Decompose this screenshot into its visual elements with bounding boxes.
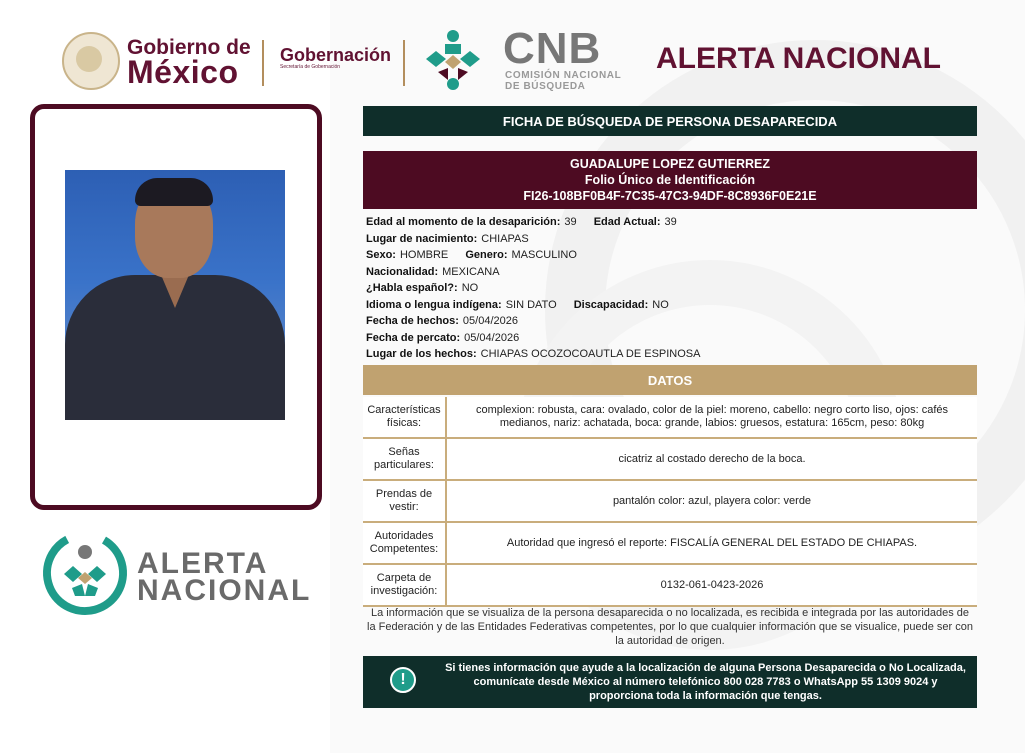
header <box>0 0 1025 100</box>
info-label: Nacionalidad: <box>366 265 439 278</box>
info-label: ¿Habla español?: <box>366 282 458 294</box>
cnb-subtitle-2: DE BÚSQUEDA <box>505 81 586 92</box>
info-value: CHIAPAS <box>481 232 529 245</box>
person-photo <box>65 170 285 420</box>
datos-label: Carpeta de investigación: <box>363 565 447 605</box>
cnb-logo-icon <box>418 24 488 94</box>
gobierno-line1: Gobierno de <box>127 36 251 59</box>
datos-value: Autoridad que ingresó el reporte: FISCALÍA GENERAL DEL ESTADO DE CHIAPAS. <box>506 536 918 549</box>
info-row <box>366 231 976 248</box>
datos-value: complexion: robusta, cara: ovalado, color de la piel: moreno, cabello: negro corto liso, ojos: cafés medianos, nariz: achatada, boca: grande, labios: gruesos, estatura: 165cm, peso: 80kg <box>475 404 949 429</box>
info-value: 05/04/2026 <box>464 331 520 344</box>
datos-row-senas <box>363 439 977 481</box>
national-seal-icon <box>62 32 120 90</box>
contact-text: Si tienes información que ayude a la localización de alguna Persona Desaparecida o No Localizada, comunícate desde México al número telefónico 800 028 7783 o WhatsApp 55 1309 9024 y proporciona toda la información que tengas. <box>445 662 966 702</box>
datos-label: Características físicas: <box>363 397 447 437</box>
datos-header: DATOS <box>363 365 977 395</box>
gobernacion-logo-text: Gobernación <box>280 45 392 65</box>
info-value: MASCULINO <box>511 249 577 261</box>
disclaimer-text: La información que se visualiza de la persona desaparecida o no localizada, es recibida e integrada por las autoridades de la Federación y de las Entidades Federativas competentes, por lo que cualquier información que se visualice, puede ser con la autoridad de origen. <box>367 607 973 647</box>
photo-hair-shape <box>135 178 213 206</box>
datos-row-caracteristicas <box>363 397 977 439</box>
alerta-nacional-text-2: NACIONAL <box>137 574 312 607</box>
info-value: 39 <box>664 216 677 228</box>
header-divider <box>403 40 405 86</box>
alerta-nacional-text-1: ALERTA <box>137 547 269 580</box>
alerta-nacional-logo-icon <box>42 530 128 616</box>
info-label: Fecha de percato: <box>366 331 461 344</box>
info-label: Fecha de hechos: <box>366 315 459 327</box>
gobernacion-sub-text: Secretaría de Gobernación <box>280 64 341 70</box>
info-value: MEXICANA <box>442 265 500 278</box>
info-label: Idioma o lengua indígena: <box>366 298 502 311</box>
alert-title: ALERTA NACIONAL <box>656 42 941 75</box>
info-row <box>366 330 976 347</box>
info-label: Lugar de los hechos: <box>366 348 477 360</box>
info-row <box>366 297 976 314</box>
info-row <box>366 280 976 297</box>
info-label: Discapacidad: <box>573 298 649 311</box>
contact-banner <box>363 656 977 708</box>
datos-label: Prendas de vestir: <box>363 481 447 521</box>
ficha-title: FICHA DE BÚSQUEDA DE PERSONA DESAPARECIDA <box>363 106 977 136</box>
gobierno-line2: México <box>127 54 239 90</box>
info-label: Genero: <box>465 249 508 261</box>
datos-value: cicatriz al costado derecho de la boca. <box>618 452 806 465</box>
info-row <box>366 313 976 330</box>
info-value: SIN DATO <box>505 298 557 311</box>
info-value: CHIAPAS OCOZOCOAUTLA DE ESPINOSA <box>480 348 701 360</box>
exclamation-icon: ! <box>390 667 416 693</box>
info-value: HOMBRE <box>399 249 449 261</box>
person-header <box>363 151 977 209</box>
info-row <box>366 346 976 363</box>
datos-value: 0132-061-0423-2026 <box>660 578 764 591</box>
info-value: 39 <box>564 216 577 228</box>
cnb-subtitle-1: COMISIÓN NACIONAL <box>505 70 622 81</box>
info-value: NO <box>652 298 669 311</box>
person-info <box>366 214 976 363</box>
info-label: Lugar de nacimiento: <box>366 232 478 245</box>
info-row <box>366 264 976 281</box>
info-row <box>366 247 976 264</box>
info-row <box>366 214 976 231</box>
datos-row-prendas <box>363 481 977 523</box>
person-name: GUADALUPE LOPEZ GUTIERREZ <box>569 157 770 171</box>
cnb-title: CNB <box>503 24 602 73</box>
folio-label: Folio Único de Identificación <box>584 173 756 187</box>
info-label: Edad Actual: <box>593 216 661 228</box>
info-label: Edad al momento de la desaparición: <box>366 216 561 228</box>
datos-value: pantalón color: azul, playera color: verde <box>612 494 812 507</box>
datos-row-carpeta <box>363 565 977 607</box>
datos-label: Señas particulares: <box>363 439 447 479</box>
header-divider <box>262 40 264 86</box>
info-value: NO <box>461 282 479 294</box>
datos-row-autoridades <box>363 523 977 565</box>
folio-value: FI26-108BF0B4F-7C35-47C3-94DF-8C8936F0E21E <box>523 189 817 203</box>
info-label: Sexo: <box>366 249 396 261</box>
datos-table <box>363 397 977 607</box>
info-value: 05/04/2026 <box>462 315 518 327</box>
datos-label: Autoridades Competentes: <box>363 523 447 563</box>
